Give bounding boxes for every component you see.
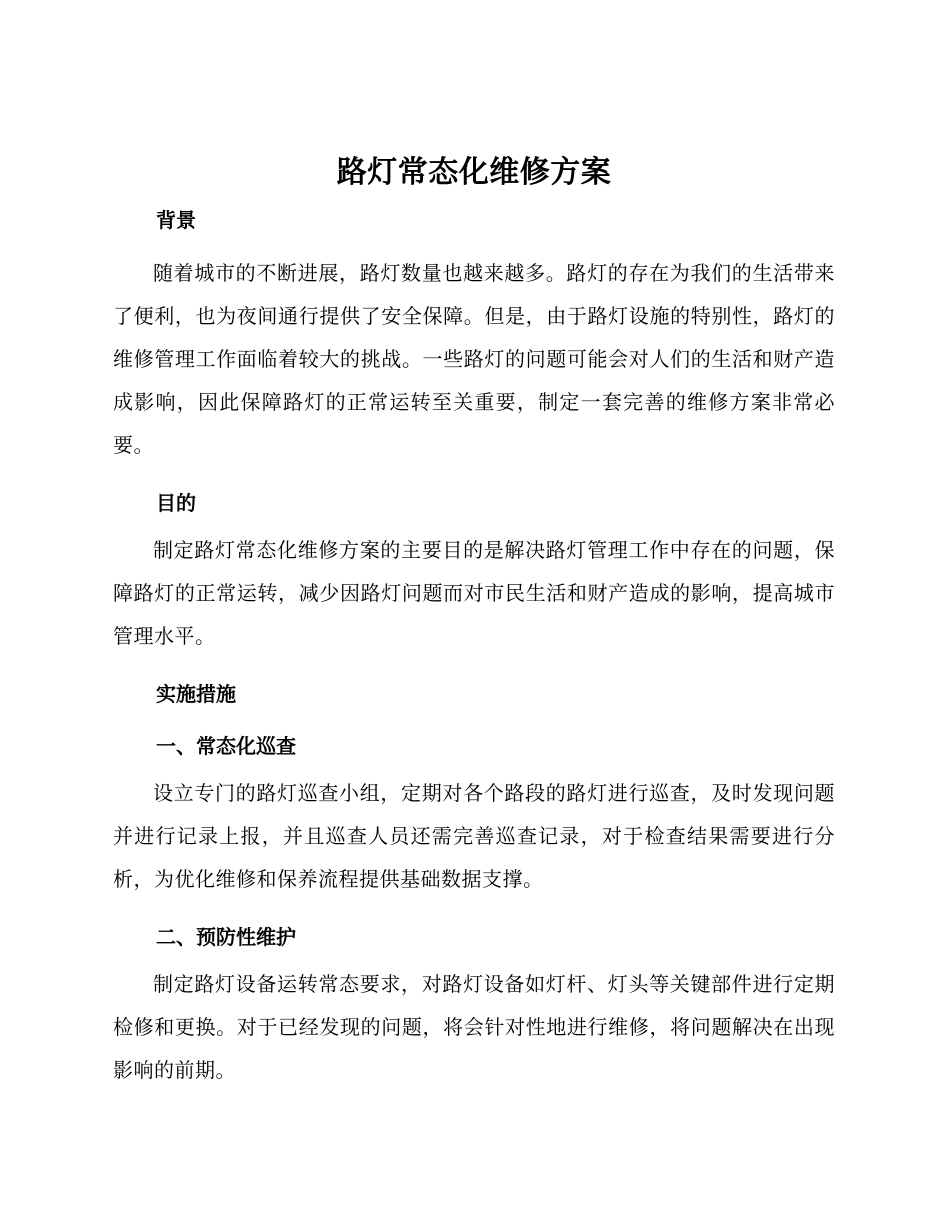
section-heading-purpose: 目的: [156, 491, 196, 515]
paragraph-background: 随着城市的不断进展，路灯数量也越来越多。路灯的存在为我们的生活带来了便利，也为夜间通行提供了安全保障。但是，由于路灯设施的特别性，路灯的维修管理工作面临着较大的挑战。一些路灯的问题可能会对人们的生活和财产造成影响，因此保障路灯的正常运转至关重要，制定一套完善的维修方案非常必要。: [113, 261, 835, 457]
paragraph-maintenance: 制定路灯设备运转常态要求，对路灯设备如灯杆、灯头等关键部件进行定期检修和更换。对于已经发现的问题，将会针对性地进行维修，将问题解决在出现影响的前期。: [113, 972, 835, 1082]
paragraph-patrol: 设立专门的路灯巡查小组，定期对各个路段的路灯进行巡查，及时发现问题并进行记录上报，并且巡查人员还需完善巡查记录，对于检查结果需要进行分析，为优化维修和保养流程提供基础数据支撑。: [113, 781, 835, 891]
subsection-heading-patrol: 一、常态化巡查: [156, 734, 296, 758]
document-title: 路灯常态化维修方案: [336, 155, 612, 190]
section-heading-measures: 实施措施: [156, 682, 236, 706]
section-heading-background: 背景: [156, 208, 196, 232]
subsection-heading-maintenance: 二、预防性维护: [156, 925, 296, 949]
paragraph-purpose: 制定路灯常态化维修方案的主要目的是解决路灯管理工作中存在的问题，保障路灯的正常运转，减少因路灯问题而对市民生活和财产造成的影响，提高城市管理水平。: [113, 538, 835, 648]
document-body: [113, 150, 835, 1102]
